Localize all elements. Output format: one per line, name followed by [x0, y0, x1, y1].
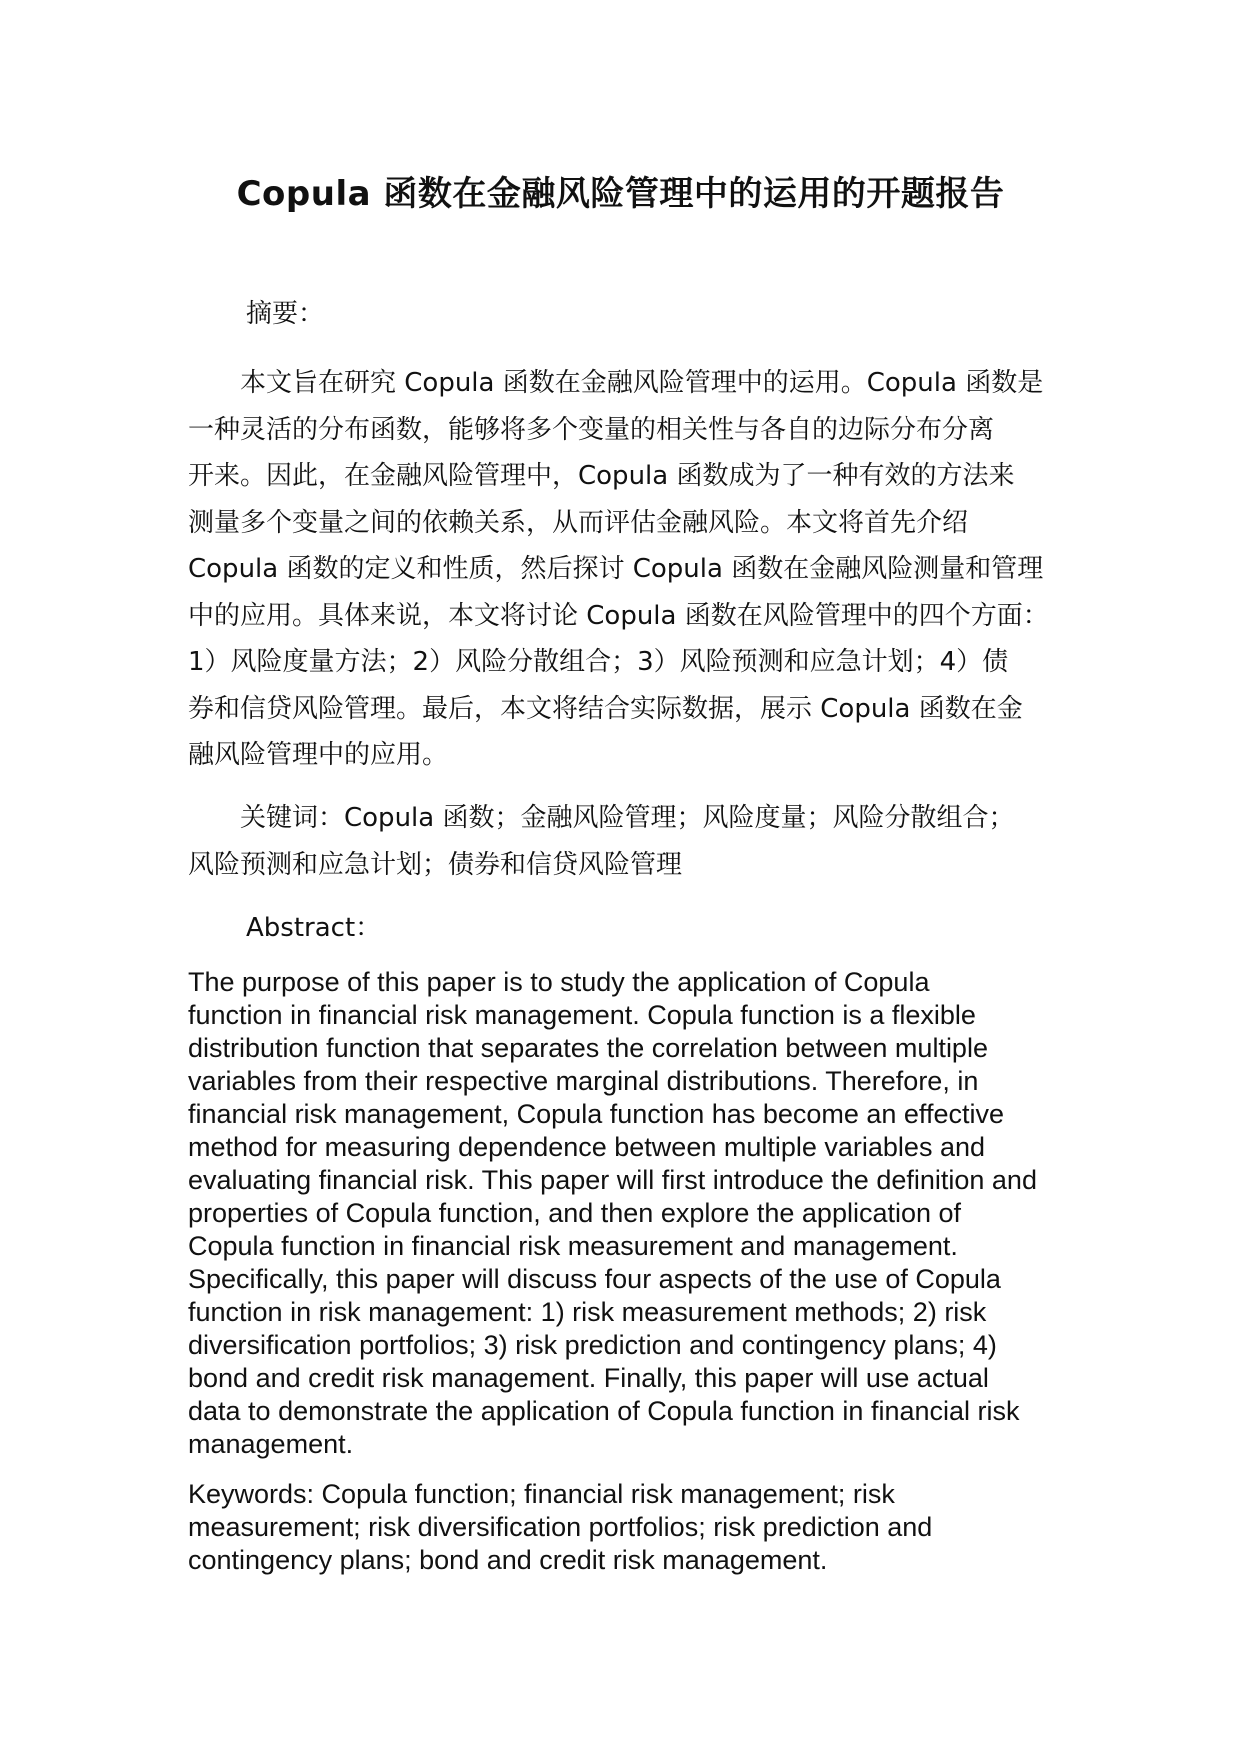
abstract-en-line: function in risk management: 1) risk measurement methods; 2) risk	[188, 1297, 987, 1327]
abstract-en-line: Copula function in financial risk measurement and management.	[188, 1231, 958, 1261]
document-title: Copula 函数在金融风险管理中的运用的开题报告	[236, 174, 1005, 214]
abstract-en-line: variables from their respective marginal distributions. Therefore, in	[188, 1066, 979, 1096]
abstract-label-cn: 摘要：	[246, 299, 325, 329]
keywords-cn-line: 风险预测和应急计划；债券和信贷风险管理	[188, 849, 683, 880]
abstract-en-line: function in financial risk management. Copula function is a flexible	[188, 1000, 976, 1030]
keywords-en-line: measurement; risk diversification portfolios; risk prediction and	[188, 1512, 933, 1542]
abstract-cn-line: 券和信贷风险管理。最后，本文将结合实际数据，展示 Copula 函数在金	[188, 693, 1023, 724]
keywords-cn-line: 关键词：Copula 函数；金融风险管理；风险度量；风险分散组合；	[188, 803, 1015, 833]
abstract-cn-line: Copula 函数的定义和性质，然后探讨 Copula 函数在金融风险测量和管理	[188, 554, 1044, 584]
abstract-cn-paragraph	[188, 360, 1068, 779]
abstract-en-paragraph	[188, 966, 1068, 1461]
abstract-en-line: data to demonstrate the application of Copula function in financial risk	[188, 1396, 1020, 1426]
abstract-en-line: bond and credit risk management. Finally, this paper will use actual	[188, 1363, 989, 1393]
keywords-cn-paragraph	[188, 795, 1068, 888]
abstract-en-line: evaluating financial risk. This paper will first introduce the definition and	[188, 1165, 1037, 1195]
abstract-en-line: method for measuring dependence between multiple variables and	[188, 1132, 986, 1162]
abstract-en-line: Specifically, this paper will discuss four aspects of the use of Copula	[188, 1264, 1001, 1294]
abstract-cn-line: 中的应用。具体来说，本文将讨论 Copula 函数在风险管理中的四个方面：	[188, 600, 1049, 631]
abstract-cn-line: 本文旨在研究 Copula 函数在金融风险管理中的运用。Copula 函数是	[188, 368, 1044, 398]
abstract-en-line: The purpose of this paper is to study the application of Copula	[188, 967, 930, 997]
keywords-en-paragraph	[188, 1478, 1068, 1577]
abstract-cn-line: 1）风险度量方法；2）风险分散组合；3）风险预测和应急计划；4）债	[188, 647, 1009, 677]
abstract-cn-line: 融风险管理中的应用。	[188, 740, 449, 770]
abstract-cn-line: 测量多个变量之间的依赖关系，从而评估金融风险。本文将首先介绍	[188, 507, 969, 538]
abstract-label-en: Abstract：	[246, 913, 382, 943]
abstract-en-line: management.	[188, 1429, 354, 1459]
abstract-en-line: financial risk management, Copula function has become an effective	[188, 1099, 1004, 1129]
abstract-en-line: distribution function that separates the correlation between multiple	[188, 1033, 988, 1063]
keywords-en-line: Keywords: Copula function; financial risk management; risk	[188, 1479, 895, 1509]
abstract-cn-line: 一种灵活的分布函数，能够将多个变量的相关性与各自的边际分布分离	[188, 414, 995, 445]
keywords-en-line: contingency plans; bond and credit risk management.	[188, 1545, 828, 1575]
abstract-cn-line: 开来。因此，在金融风险管理中，Copula 函数成为了一种有效的方法来	[188, 461, 1015, 491]
abstract-en-line: diversification portfolios; 3) risk prediction and contingency plans; 4)	[188, 1330, 997, 1360]
abstract-en-line: properties of Copula function, and then explore the application of	[188, 1198, 962, 1228]
